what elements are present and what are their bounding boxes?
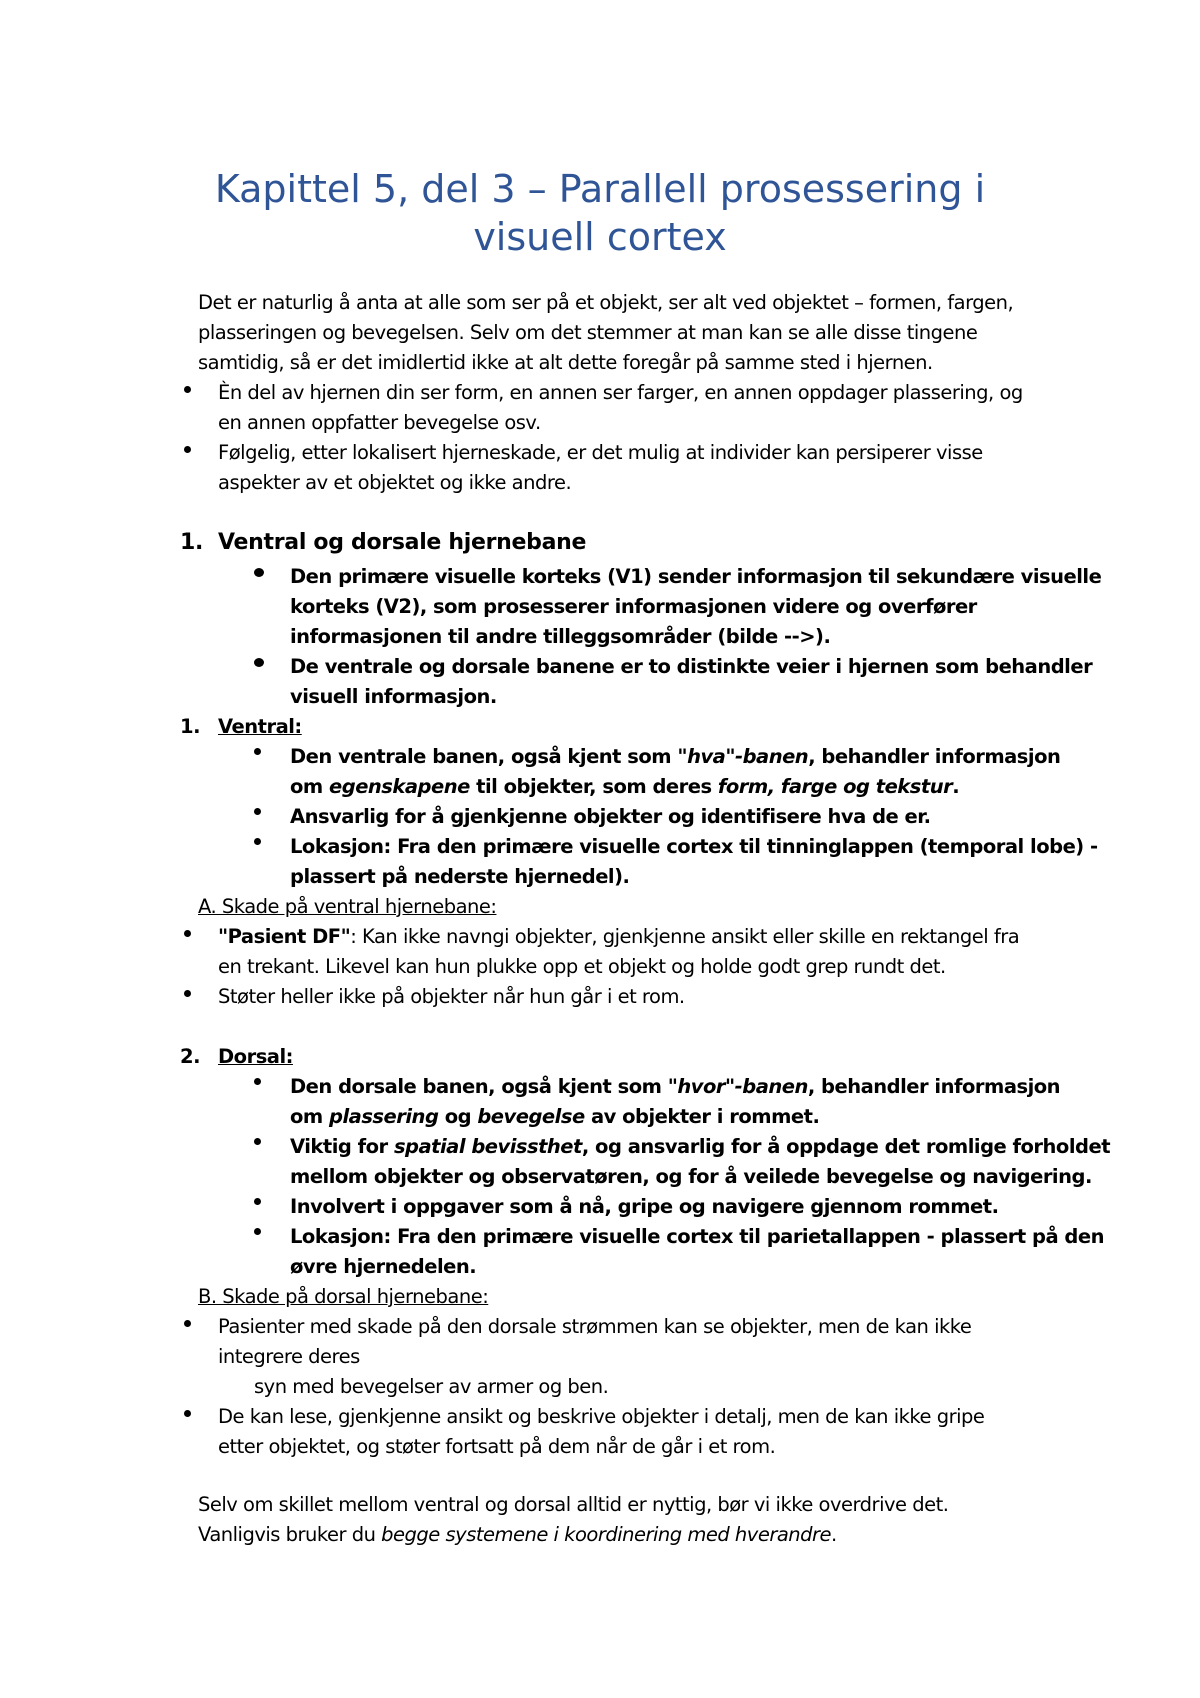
list-item: Viktig for spatial bevissthet, og ansvarlig for å oppdage det romlige forholdet mellom objekter og observatøren, og for å veilede bevegelse og navigering. bbox=[290, 1135, 1111, 1188]
list-number: 2. bbox=[180, 1045, 200, 1068]
bullet-icon bbox=[184, 1410, 191, 1417]
bullet-icon bbox=[254, 748, 261, 755]
bullet-icon bbox=[254, 808, 261, 815]
damage-heading: A. Skade på ventral hjernebane: bbox=[198, 895, 497, 918]
bullet-icon bbox=[184, 930, 191, 937]
intro-paragraph bbox=[198, 288, 1013, 377]
damage-heading: B. Skade på dorsal hjernebane: bbox=[198, 1285, 489, 1308]
bullet-icon bbox=[254, 838, 261, 845]
list-item: De kan lese, gjenkjenne ansikt og beskrive objekter i detalj, men de kan ikke gripe etter objektet, og støter fortsatt på dem når de går i et rom. bbox=[218, 1405, 985, 1458]
list-item: Involvert i oppgaver som å nå, gripe og navigere gjennom rommet. bbox=[290, 1195, 999, 1218]
list-item: De ventrale og dorsale banene er to distinkte veier i hjernen som behandler visuell informasjon. bbox=[290, 655, 1093, 708]
intro-line: samtidig, så er det imidlertid ikke at alt dette foregår på samme sted i hjernen. bbox=[198, 350, 933, 374]
bullet-icon bbox=[184, 446, 191, 453]
subsection-heading: Dorsal: bbox=[218, 1045, 293, 1068]
bullet-icon bbox=[254, 1138, 261, 1145]
list-item: "Pasient DF": Kan ikke navngi objekter, gjenkjenne ansikt eller skille en rektangel fra en trekant. Likevel kan hun plukke opp et objekt og holde godt grep rundt det. bbox=[218, 925, 1020, 978]
subsection-heading: Ventral: bbox=[218, 715, 302, 738]
bullet-icon bbox=[254, 658, 264, 667]
list-item: Lokasjon: Fra den primære visuelle cortex til tinninglappen (temporal lobe) - plassert på nederste hjernedel). bbox=[290, 835, 1098, 888]
bullet-icon bbox=[184, 1320, 191, 1327]
list-item: Èn del av hjernen din ser form, en annen ser farger, en annen oppdager plassering, og en annen oppfatter bevegelse osv. bbox=[218, 381, 1023, 434]
list-item: Støter heller ikke på objekter når hun går i et rom. bbox=[218, 985, 685, 1008]
bullet-icon bbox=[254, 1228, 261, 1235]
list-number: 1. bbox=[180, 715, 200, 738]
list-item: Pasienter med skade på den dorsale strømmen kan se objekter, men de kan ikke integrere deres syn med bevegelser av armer og ben. bbox=[218, 1315, 972, 1398]
bullet-icon bbox=[184, 990, 191, 997]
bullet-icon bbox=[254, 1078, 261, 1085]
section-heading: Ventral og dorsale hjernebane bbox=[218, 530, 587, 555]
list-item: Den dorsale banen, også kjent som "hvor"-banen, behandler informasjon om plassering og bevegelse av objekter i rommet. bbox=[290, 1075, 1061, 1128]
title-line-1: Kapittel 5, del 3 – Parallell prosessering i bbox=[214, 167, 986, 211]
intro-line: Det er naturlig å anta at alle som ser på et objekt, ser alt ved objektet – formen, fargen, bbox=[198, 291, 1014, 314]
list-item: Den primære visuelle korteks (V1) sender informasjon til sekundære visuelle korteks (V2), som prosesserer informasjonen videre og overfører informasjonen til andre tilleggsområder (bilde -->). bbox=[290, 565, 1102, 648]
conclusion-paragraph: Selv om skillet mellom ventral og dorsal alltid er nyttig, bør vi ikke overdrive det. Vanligvis bruker du begge systemene i koordinering med hverandre. bbox=[198, 1493, 949, 1546]
bullet-icon bbox=[184, 386, 191, 393]
list-item: Lokasjon: Fra den primære visuelle cortex til parietallappen - plassert på den øvre hjernedelen. bbox=[290, 1225, 1104, 1278]
list-item: Følgelig, etter lokalisert hjerneskade, er det mulig at individer kan persiperer visse aspekter av et objektet og ikke andre. bbox=[218, 441, 983, 494]
intro-line: plasseringen og bevegelsen. Selv om det stemmer at man kan se alle disse tingene bbox=[198, 320, 978, 344]
section-number: 1. bbox=[180, 530, 204, 555]
bullet-icon bbox=[254, 1198, 261, 1205]
list-item: Den ventrale banen, også kjent som "hva"-banen, behandler informasjon om egenskapene til objekter, som deres form, farge og tekstur. bbox=[290, 745, 1061, 798]
page-title bbox=[100, 165, 1100, 261]
bullet-icon bbox=[254, 568, 264, 577]
title-line-2: visuell cortex bbox=[473, 215, 727, 259]
list-item: Ansvarlig for å gjenkjenne objekter og identifisere hva de er. bbox=[290, 805, 931, 828]
